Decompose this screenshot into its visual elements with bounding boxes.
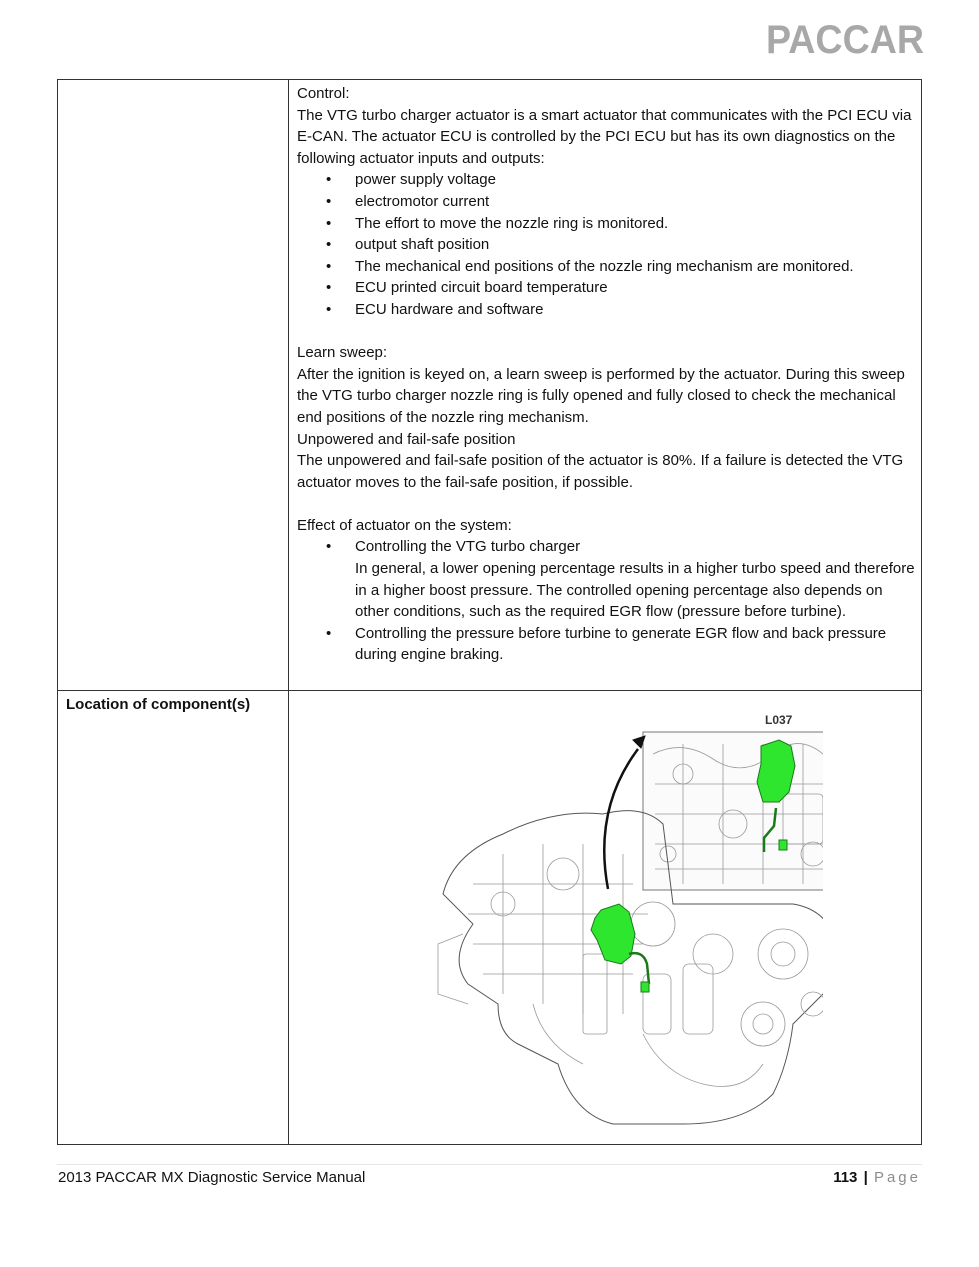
- list-item: • ECU printed circuit board temperature: [297, 277, 915, 299]
- component-table: [57, 79, 922, 1145]
- learn-text: After the ignition is keyed on, a learn sweep is performed by the actuator. During this sweep the VTG turbo charger nozzle ring is fully opened and fully closed to check the mechanical end positions of the nozzle ring mechanism.: [297, 365, 905, 426]
- list-item: [297, 623, 915, 666]
- page-word: Page: [873, 1169, 921, 1186]
- page-indicator: [833, 1168, 921, 1188]
- list-item: • output shaft position: [297, 234, 915, 256]
- description-cell: [297, 83, 915, 666]
- control-list: [297, 169, 915, 320]
- footer-title: 2013 PACCAR MX Diagnostic Service Manual: [58, 1169, 366, 1186]
- failsafe-heading: Unpowered and fail-safe position: [297, 430, 516, 448]
- page-separator: |: [863, 1169, 868, 1186]
- location-label: Location of component(s): [66, 696, 251, 713]
- column-divider: [288, 80, 289, 1144]
- list-item: • power supply voltage: [297, 169, 915, 191]
- learn-heading: Learn sweep:: [297, 344, 388, 362]
- list-item: [297, 536, 915, 622]
- list-item: • The mechanical end positions of the nozzle ring mechanism are monitored.: [297, 256, 915, 278]
- page-number: 113: [833, 1169, 858, 1186]
- effect-list: [297, 536, 915, 666]
- paccar-logo-text: PACCAR: [766, 20, 924, 56]
- control-heading: Control:: [297, 85, 350, 102]
- location-row: [58, 691, 921, 1144]
- effect-item-title: Controlling the VTG turbo charger: [355, 538, 581, 556]
- effect-heading: Effect of actuator on the system:: [297, 516, 512, 534]
- effect-item-detail: In general, a lower opening percentage results in a higher turbo speed and therefore in a higher boost pressure. The controlled opening percentage also depends on other conditions, such as the required EGR flow (pressure before turbine).: [355, 560, 915, 621]
- figure-code: L037: [765, 713, 793, 727]
- description-row: [58, 80, 921, 691]
- paccar-logo: [766, 20, 924, 56]
- failsafe-text: The unpowered and fail-safe position of the actuator is 80%. If a failure is detected the VTG actuator moves to the fail-safe position, if possible.: [297, 452, 904, 491]
- list-item: • ECU hardware and software: [297, 299, 915, 321]
- list-item: • The effort to move the nozzle ring is monitored.: [297, 213, 915, 235]
- engine-location-figure: [383, 704, 823, 1129]
- footer-divider: [57, 1164, 922, 1165]
- list-item: • electromotor current: [297, 191, 915, 213]
- effect-item-title: Controlling the pressure before turbine to generate EGR flow and back pressure during engine braking.: [355, 624, 887, 664]
- control-text: The VTG turbo charger actuator is a smart actuator that communicates with the PCI ECU via E-CAN. The actuator ECU is controlled by the PCI ECU but has its own diagnostics on the following actuator inputs and outputs:: [297, 106, 912, 167]
